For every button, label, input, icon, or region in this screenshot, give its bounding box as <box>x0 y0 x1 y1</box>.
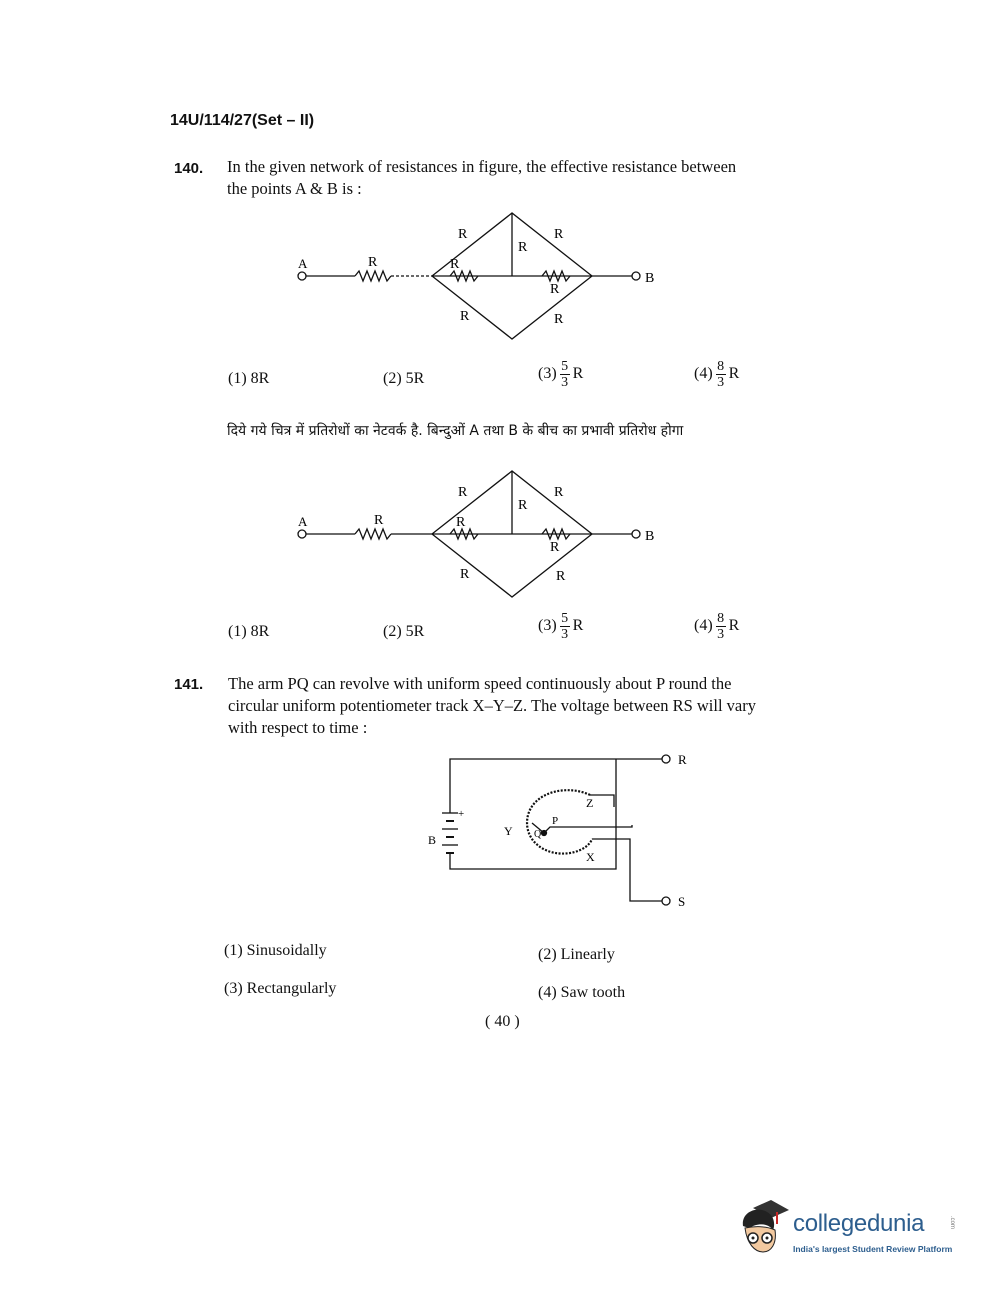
label-a: A <box>298 514 308 529</box>
option-unit: R <box>572 365 584 383</box>
collegedunia-watermark <box>735 1196 965 1266</box>
q140-option-1-repeat[interactable] <box>228 623 269 641</box>
terminal-r <box>662 755 670 763</box>
option-unit: R <box>728 365 740 383</box>
terminal-a <box>298 530 306 538</box>
brand-name: collegedunia <box>793 1210 925 1237</box>
option-number: (4) <box>694 617 713 635</box>
q140-option-2[interactable] <box>383 370 424 388</box>
option-unit: R <box>572 617 584 635</box>
option-text: Linearly <box>560 946 615 963</box>
label-r-series: R <box>368 255 378 270</box>
label-s: S <box>678 894 686 909</box>
label-r-bottom-left: R <box>460 567 470 582</box>
page-number: ( 40 ) <box>485 1013 520 1030</box>
option-text: Saw tooth <box>560 984 626 1001</box>
label-z: Z <box>586 796 594 810</box>
question-140-hindi-text: दिये गये चित्र में प्रतिरोधों का नेटवर्क है. बिन्दुओं A तथा B के बीच का प्रभावी प्रतिरोध होगा <box>227 423 684 439</box>
option-number: (3) <box>224 980 243 997</box>
numerator: 5 <box>561 359 569 374</box>
q140-option-4[interactable] <box>694 360 739 389</box>
label-y: Y <box>504 824 513 838</box>
label-q: Q <box>534 829 542 840</box>
option-number: (1) <box>224 942 243 959</box>
label-plus: + <box>458 808 465 820</box>
option-unit: R <box>728 617 740 635</box>
question-141-line-1: The arm PQ can revolve with uniform speed continuously about P round the <box>228 674 732 693</box>
label-r-middle: R <box>518 240 528 255</box>
q140-option-3[interactable] <box>538 360 583 389</box>
option-number: (3) <box>538 365 557 383</box>
label-r-inner-right: R <box>550 540 560 555</box>
option-text: Rectangularly <box>246 980 337 997</box>
mascot-logo-icon <box>735 1196 790 1258</box>
q141-option-4[interactable] <box>538 984 625 1002</box>
question-140-text <box>227 156 736 200</box>
question-141-line-2: circular uniform potentiometer track X–Y–Z. The voltage between RS will vary <box>228 696 756 715</box>
label-r-bottom-right: R <box>556 569 566 584</box>
option-number: (2) <box>383 370 402 387</box>
q141-option-2[interactable] <box>538 946 615 964</box>
numerator: 5 <box>561 611 569 626</box>
label-r-bottom-right: R <box>554 312 564 327</box>
option-number: (1) <box>228 370 247 387</box>
label-r-middle: R <box>518 498 528 513</box>
q140-option-3-repeat[interactable] <box>538 612 583 641</box>
denominator: 3 <box>717 375 725 390</box>
exam-code-header: 14U/114/27(Set – II) <box>170 112 315 129</box>
label-b: B <box>645 529 655 544</box>
fraction <box>560 612 570 641</box>
question-141-line-3: with respect to time : <box>228 718 368 737</box>
option-number: (1) <box>228 623 247 640</box>
label-r-series: R <box>374 513 384 528</box>
q141-option-1[interactable] <box>224 942 327 960</box>
question-141-number: 141. <box>174 676 204 693</box>
denominator: 3 <box>561 627 569 642</box>
label-r-inner-right: R <box>550 282 560 297</box>
option-text: Sinusoidally <box>246 942 327 959</box>
resistor-network-figure-2 <box>290 463 670 603</box>
question-140-line-1: In the given network of resistances in figure, the effective resistance between <box>227 157 737 176</box>
fraction <box>560 360 570 389</box>
denominator: 3 <box>561 375 569 390</box>
option-text: 8R <box>250 623 270 640</box>
question-140-number: 140. <box>174 160 204 177</box>
label-b: B <box>645 271 655 286</box>
brand-suffix: .com <box>949 1216 955 1230</box>
option-text: 8R <box>250 370 270 387</box>
label-p: P <box>552 815 559 827</box>
q140-option-1[interactable] <box>228 370 269 388</box>
label-r-inner-left: R <box>456 515 466 530</box>
q140-option-4-repeat[interactable] <box>694 612 739 641</box>
option-number: (2) <box>383 623 402 640</box>
denominator: 3 <box>717 627 725 642</box>
q141-option-3[interactable] <box>224 980 336 998</box>
label-r-bottom-left: R <box>460 309 470 324</box>
option-number: (4) <box>538 984 557 1001</box>
resistor-network-figure-1 <box>290 205 670 345</box>
numerator: 8 <box>717 359 725 374</box>
terminal-a <box>298 272 306 280</box>
option-text: 5R <box>405 623 425 640</box>
fraction <box>716 360 726 389</box>
option-number: (2) <box>538 946 557 963</box>
terminal-s <box>662 897 670 905</box>
numerator: 8 <box>717 611 725 626</box>
terminal-b <box>632 530 640 538</box>
terminal-b <box>632 272 640 280</box>
label-r-top-left: R <box>458 227 468 242</box>
label-r-top-right: R <box>554 227 564 242</box>
option-text: 5R <box>405 370 425 387</box>
option-number: (4) <box>694 365 713 383</box>
q140-option-2-repeat[interactable] <box>383 623 424 641</box>
label-r-inner-left: R <box>450 257 460 272</box>
fraction <box>716 612 726 641</box>
question-141-text <box>228 673 756 739</box>
label-r: R <box>678 752 687 767</box>
label-x: X <box>586 850 595 864</box>
potentiometer-circuit-figure <box>420 745 710 915</box>
option-number: (3) <box>538 617 557 635</box>
label-b: B <box>428 833 437 847</box>
label-r-top-right: R <box>554 485 564 500</box>
question-140-line-2: the points A & B is : <box>227 179 362 198</box>
label-r-top-left: R <box>458 485 468 500</box>
label-a: A <box>298 256 308 271</box>
brand-tagline: India's largest Student Review Platform <box>793 1244 953 1254</box>
